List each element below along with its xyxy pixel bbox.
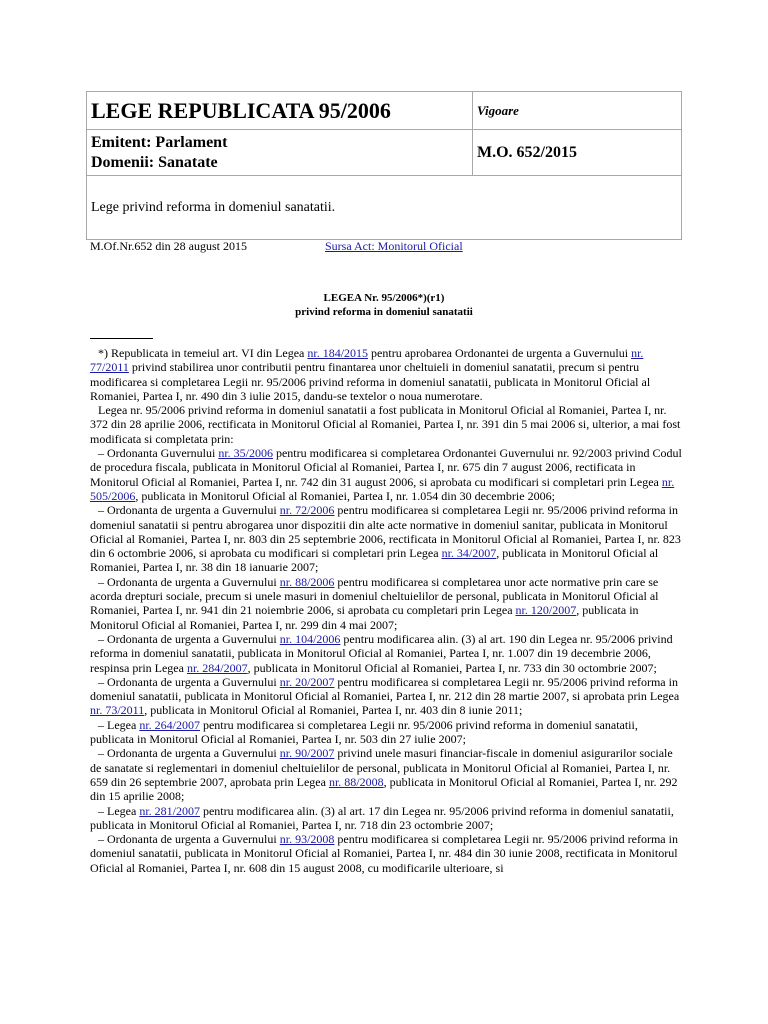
law-reference-link[interactable]: nr. 184/2015 xyxy=(307,346,369,360)
paragraph-text: pentru modificarea alin. (3) al art. 190 din Legea nr. 95/2006 privind reforma in domeniul sanatatii, publicata in Monitorul Oficial al Romaniei, Partea I, nr. 1.007 din 19 decembrie 2006, respinsa prin Legea xyxy=(90,631,673,675)
paragraph-text: – Ordonanta Guvernului xyxy=(98,446,219,461)
body-paragraph xyxy=(90,575,682,632)
status-badge: Vigoare xyxy=(473,92,682,130)
paragraph-text: pentru aprobarea Ordonantei de urgenta a Guvernului xyxy=(368,346,632,360)
body-paragraph xyxy=(90,446,682,503)
paragraph-text: – Ordonanta de urgenta a Guvernului xyxy=(98,503,280,518)
paragraph-text: pentru modificarea si completarea Legii nr. 95/2006 privind reforma in domeniul sanatatii, publicata in Monitorul Oficial al Romaniei, Partea I, nr. 484 din 30 iunie 2008, rectificata in Monitorul Oficial al Romaniei, Partea I, nr. 608 din 15 august 2008, cu modificarile ulterioare, si xyxy=(90,832,678,875)
law-reference-link[interactable]: nr. 35/2006 xyxy=(218,446,273,461)
law-reference-link[interactable]: nr. 93/2008 xyxy=(279,832,335,847)
paragraph-text: – Legea xyxy=(98,803,140,818)
paragraph-text: – Ordonanta de urgenta a Guvernului xyxy=(98,631,280,646)
footnote-separator xyxy=(90,338,153,339)
law-reference-link[interactable]: nr. 88/2006 xyxy=(279,574,335,589)
document-body xyxy=(90,346,682,875)
body-paragraph xyxy=(90,832,682,875)
law-reference-link[interactable]: nr. 72/2006 xyxy=(279,503,335,518)
paragraph-text: pentru modificarea si completarea Legii nr. 95/2006 privind reforma in domeniul sanatatii, publicata in Monitorul Oficial al Romaniei, Partea I, nr. 212 din 28 martie 2007, si aprobata prin Legea xyxy=(90,674,680,704)
law-reference-link[interactable]: nr. 77/2011 xyxy=(90,346,644,375)
law-reference-link[interactable]: nr. 284/2007 xyxy=(186,660,248,675)
law-reference-link[interactable]: nr. 104/2006 xyxy=(279,631,341,646)
publication-info: M.Of.Nr.652 din 28 august 2015 xyxy=(90,239,247,253)
law-reference-link[interactable]: nr. 120/2007 xyxy=(515,603,577,618)
paragraph-text: , publicata in Monitorul Oficial al Romaniei, Partea I, nr. 1.054 din 30 decembrie 2006; xyxy=(135,488,555,503)
source-link[interactable]: Sursa Act: Monitorul Oficial xyxy=(325,239,463,253)
paragraph-text: pentru modificarea si completarea unor acte normative prin care se acorda drepturi sociale, precum si unele masuri in domeniul cheltuielilor de personal, publicata in Monitorul Oficial al Romaniei, Partea I, nr. 941 din 21 noiembrie 2006, si aprobata cu completari prin Legea xyxy=(90,574,659,618)
law-reference-link[interactable]: nr. 505/2006 xyxy=(90,474,675,503)
document-header-table xyxy=(86,91,682,240)
paragraph-text: , publicata in Monitorul Oficial al Romaniei, Partea I, nr. 733 din 30 octombrie 2007; xyxy=(247,660,657,675)
law-reference-link[interactable]: nr. 264/2007 xyxy=(139,717,200,732)
paragraph-text: , publicata in Monitorul Oficial al Romaniei, Partea I, nr. 299 din 4 mai 2007; xyxy=(90,603,639,632)
paragraph-text: privind stabilirea unor contributii pentru finantarea unor cheltuieli in domeniul sanatatii, precum si pentru modificarea si completarea Legii nr. 95/2006 privind reforma in domeniul sanatatii, publicata in Monitorul Oficial al Romaniei, Partea I, nr. 490 din 3 iulie 2015, dandu-se textelor o noua numerotare. xyxy=(90,360,651,403)
body-paragraph xyxy=(90,804,682,833)
paragraph-text: pentru modificarea si completarea Ordonantei Guvernului nr. 92/2003 privind Codul de procedura fiscala, publicata in Monitorul Oficial al Romaniei, Partea I, nr. 675 din 7 august 2006, rectificata in Monitorul Oficial al Romaniei, Partea I, nr. 742 din 31 august 2006, si aprobata cu modificari si completari prin Legea xyxy=(90,446,682,489)
law-reference-link[interactable]: nr. 20/2007 xyxy=(279,674,335,689)
official-gazette-number: M.O. 652/2015 xyxy=(473,130,682,176)
law-heading xyxy=(86,291,682,319)
paragraph-text: privind unele masuri financiar-fiscale in domeniul asigurarilor sociale de sanatate si reglementari in domeniul cheltuielilor de personal, publicata in Monitorul Oficial al Romaniei, Partea I, nr. 659 din 26 septembrie 2007, aprobata prin Legea xyxy=(90,746,673,789)
issuer-domain-cell xyxy=(87,130,473,176)
paragraph-text: , publicata in Monitorul Oficial al Romaniei, Partea I, nr. 403 din 8 iunie 2011; xyxy=(144,703,523,718)
law-reference-link[interactable]: nr. 90/2007 xyxy=(279,746,335,761)
paragraph-text: pentru modificarea si completarea Legii nr. 95/2006 privind reforma in domeniul sanatatii, publicata in Monitorul Oficial al Romaniei, Partea I, nr. 503 din 27 iulie 2007; xyxy=(90,717,638,747)
paragraph-text: Legea nr. 95/2006 privind reforma in domeniul sanatatii a fost publicata in Monitorul Oficial al Romaniei, Partea I, nr. 372 din 28 aprilie 2006, rectificata in Monitorul Oficial al Romaniei, Partea I, nr. 391 din 5 mai 2006 si, ulterior, a mai fost modificata si completata prin: xyxy=(90,403,681,446)
body-paragraph xyxy=(90,503,682,574)
law-reference-link[interactable]: nr. 34/2007 xyxy=(441,546,497,561)
paragraph-text: *) Republicata in temeiul art. VI din Legea xyxy=(98,346,308,360)
body-paragraph xyxy=(90,746,682,803)
body-paragraph xyxy=(90,403,682,446)
paragraph-text: pentru modificarea si completarea Legii nr. 95/2006 privind reforma in domeniul sanatatii si pentru abrogarea unor dispozitii din alte acte normative in domeniul sanitar, publicata in Monitorul Oficial al Romaniei, Partea I, nr. 803 din 25 septembrie 2006, rectificata in Monitorul Oficial al Romaniei, Partea I, nr. 823 din 6 octombrie 2006, si aprobata cu modificari si completari prin Legea xyxy=(90,503,681,561)
law-subject: privind reforma in domeniul sanatatii xyxy=(295,306,473,318)
paragraph-text: , publicata in Monitorul Oficial al Romaniei, Partea I, nr. 292 din 15 aprilie 2008; xyxy=(90,774,678,804)
law-reference-link[interactable]: nr. 281/2007 xyxy=(139,803,200,818)
body-paragraph xyxy=(90,346,682,403)
paragraph-text: pentru modificarea alin. (3) al art. 17 din Legea nr. 95/2006 privind reforma in domeniul sanatatii, publicata in Monitorul Oficial al Romaniei, Partea I, nr. 718 din 23 octombrie 2007; xyxy=(90,803,674,832)
body-paragraph xyxy=(90,718,682,747)
issuer-label: Emitent: Parlament xyxy=(91,133,228,151)
paragraph-text: – Legea xyxy=(98,717,140,732)
domain-label: Domenii: Sanatate xyxy=(91,153,218,171)
document-description: Lege privind reforma in domeniul sanatatii. xyxy=(87,176,682,240)
body-paragraph xyxy=(90,675,682,718)
publication-meta xyxy=(90,239,686,254)
paragraph-text: – Ordonanta de urgenta a Guvernului xyxy=(98,574,280,589)
document-title: LEGE REPUBLICATA 95/2006 xyxy=(87,92,473,130)
paragraph-text: – Ordonanta de urgenta a Guvernului xyxy=(98,746,280,761)
paragraph-text: – Ordonanta de urgenta a Guvernului xyxy=(98,832,280,847)
paragraph-text: – Ordonanta de urgenta a Guvernului xyxy=(98,674,280,689)
body-paragraph xyxy=(90,632,682,675)
law-reference-link[interactable]: nr. 88/2008 xyxy=(328,774,384,789)
law-reference-link[interactable]: nr. 73/2011 xyxy=(90,703,145,718)
paragraph-text: , publicata in Monitorul Oficial al Romaniei, Partea I, nr. 38 din 18 ianuarie 2007; xyxy=(90,546,659,575)
law-number: LEGEA Nr. 95/2006*)(r1) xyxy=(323,292,445,304)
